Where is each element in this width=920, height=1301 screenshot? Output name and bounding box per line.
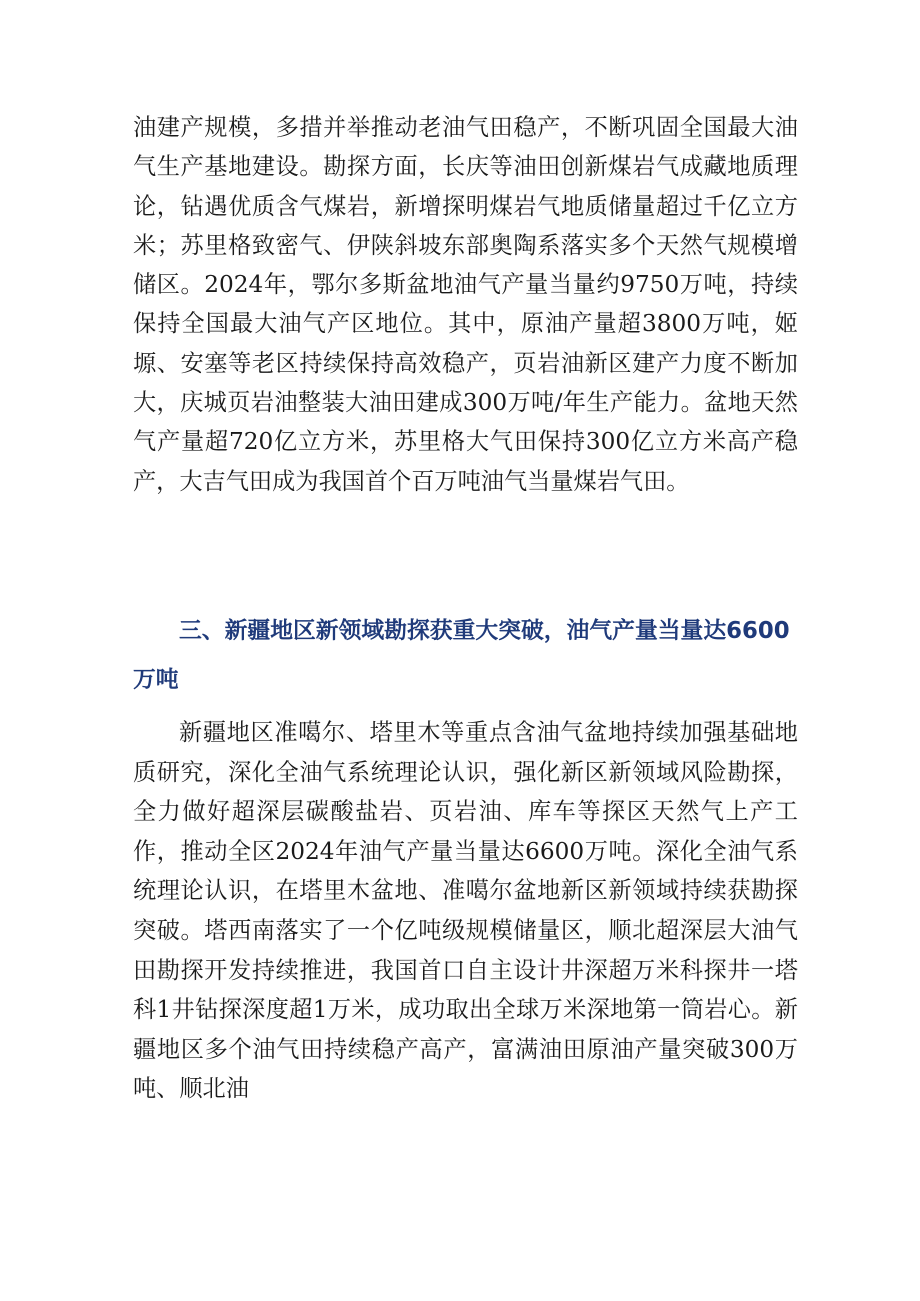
section-heading: 三、新疆地区新领域勘探获重大突破，油气产量当量达6600万吨 bbox=[133, 618, 790, 693]
body-paragraph-continued: 油建产规模，多措并举推动老油气田稳产，不断巩固全国最大油气生产基地建设。勘探方面，长庆等油田创新煤岩气成藏地质理论，钻遇优质含气煤岩，新增探明煤岩气地质储量超过千亿立方米；苏里格致密气、伊陕斜坡东部奥陶系落实多个天然气规模增储区。2024年，鄂尔多斯盆地油气产量当量约9750万吨，持续保持全国最大油气产区地位。其中，原油产量超3800万吨，姬塬、安塞等老区持续保持高效稳产，页岩油新区建产力度不断加大，庆城页岩油整装大油田建成300万吨/年生产能力。盆地天然气产量超720亿立方米，苏里格大气田保持300亿立方米高产稳产，大吉气田成为我国首个百万吨油气当量煤岩气田。 bbox=[133, 114, 798, 495]
body-paragraph: 新疆地区准噶尔、塔里木等重点含油气盆地持续加强基础地质研究，深化全油气系统理论认识，强化新区新领域风险勘探，全力做好超深层碳酸盐岩、页岩油、库车等探区天然气上产工作，推动全区2024年油气产量当量达6600万吨。深化全油气系统理论认识，在塔里木盆地、准噶尔盆地新区新领域持续获勘探突破。塔西南落实了一个亿吨级规模储量区，顺北超深层大油气田勘探开发持续推进，我国首口自主设计井深超万米科探井一塔科1井钻探深度超1万米，成功取出全球万米深地第一筒岩心。新疆地区多个油气田持续稳产高产，富满油田原油产量突破300万吨、顺北油 bbox=[133, 719, 798, 1103]
